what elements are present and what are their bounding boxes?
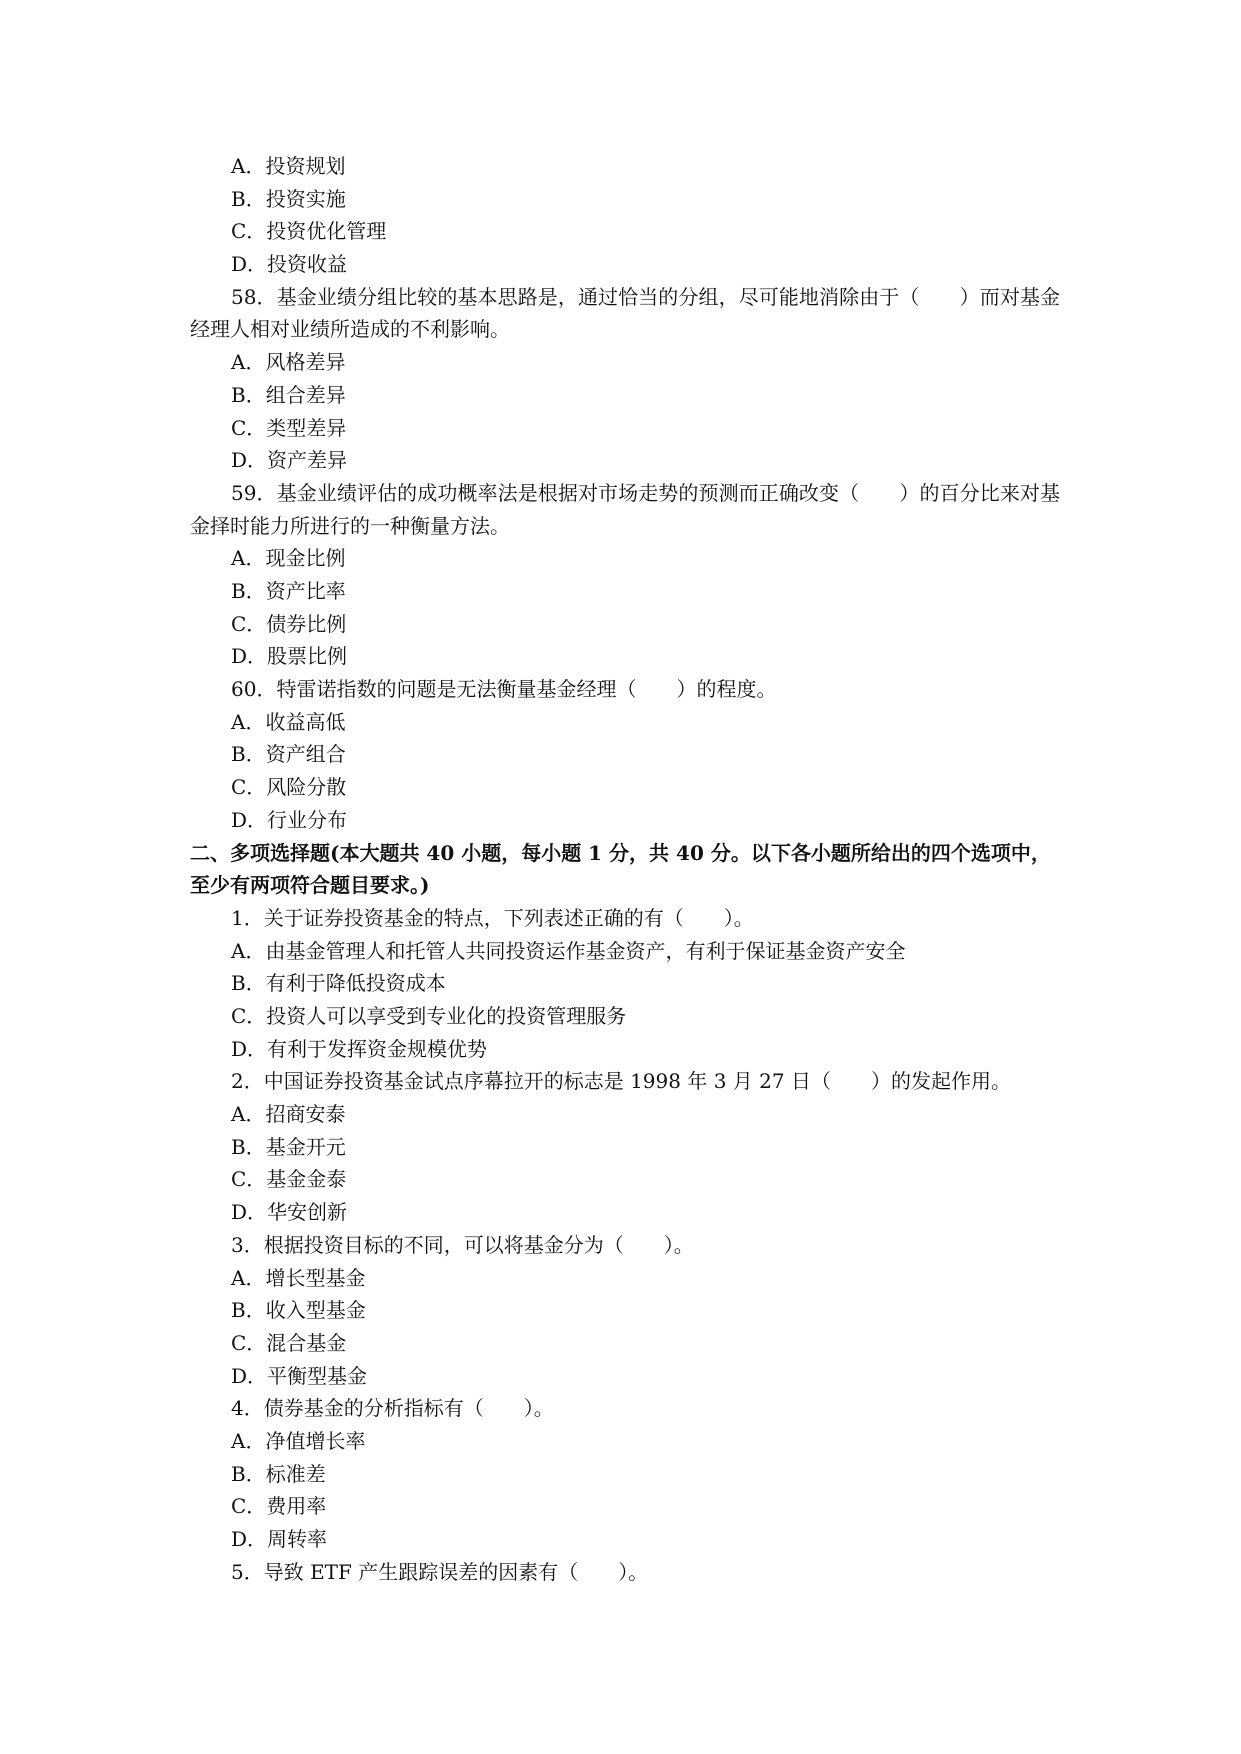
option-line: A．招商安泰 <box>231 1102 346 1127</box>
option-line: B．基金开元 <box>231 1134 346 1159</box>
option-line: D．资产差异 <box>231 448 348 473</box>
option-line: C．基金金泰 <box>231 1167 347 1192</box>
option-line: C．投资优化管理 <box>231 219 387 244</box>
option-line: D．平衡型基金 <box>231 1363 368 1388</box>
option-line: D．股票比例 <box>231 644 348 669</box>
question-stem-1: 1．关于证券投资基金的特点，下列表述正确的有（ ）。 <box>231 905 754 930</box>
option-line: B．投资实施 <box>231 186 346 211</box>
option-line: C．风险分散 <box>231 775 347 800</box>
option-line: D．有利于发挥资金规模优势 <box>231 1036 488 1061</box>
option-line: D．周转率 <box>231 1527 328 1552</box>
option-line: B．资产比率 <box>231 579 346 603</box>
document-page <box>190 150 1060 1588</box>
option-line: A．现金比例 <box>231 546 346 571</box>
question-stem-2: 2．中国证券投资基金试点序幕拉开的标志是 1998 年 3 月 27 日（ ）的发起作用。 <box>231 1069 1011 1094</box>
option-line: A．由基金管理人和托管人共同投资运作基金资产，有利于保证基金资产安全 <box>231 938 906 963</box>
option-line: B．有利于降低投资成本 <box>231 971 446 996</box>
option-line: B．标准差 <box>231 1461 326 1486</box>
question-stem-3: 3．根据投资目标的不同，可以将基金分为（ ）。 <box>231 1232 694 1257</box>
option-line: C．费用率 <box>231 1494 327 1519</box>
option-line: C．类型差异 <box>231 415 347 440</box>
option-line: D．华安创新 <box>231 1200 348 1225</box>
option-line: B．收入型基金 <box>231 1298 366 1323</box>
option-line: D．投资收益 <box>231 252 348 277</box>
option-line: B．资产组合 <box>231 742 346 767</box>
question-stem-5: 5．导致 ETF 产生跟踪误差的因素有（ ）。 <box>231 1559 649 1584</box>
option-line: B．组合差异 <box>231 382 346 407</box>
section-title-multiple-choice: 二、多项选择题(本大题共 40 小题，每小题 1 分，共 40 分。以下各小题所给出的四个选项中，至少有两项符合题目要求。) <box>190 840 1051 898</box>
option-line: A．净值增长率 <box>231 1428 366 1453</box>
question-stem-58: 58．基金业绩分组比较的基本思路是，通过恰当的分组，尽可能地消除由于（ ）而对基金经理人相对业绩所造成的不利影响。 <box>190 284 1060 342</box>
option-line: C．债券比例 <box>231 611 347 636</box>
option-line: C．投资人可以享受到专业化的投资管理服务 <box>231 1004 627 1028</box>
option-line: C．混合基金 <box>231 1330 347 1355</box>
option-line: A．增长型基金 <box>231 1265 366 1290</box>
option-line: D．行业分布 <box>231 807 348 832</box>
option-line: A．投资规划 <box>231 154 346 178</box>
option-line: A．风格差异 <box>231 350 346 375</box>
question-stem-4: 4．债券基金的分析指标有（ ）。 <box>231 1396 554 1421</box>
question-stem-60: 60．特雷诺指数的问题是无法衡量基金经理（ ）的程度。 <box>231 677 777 702</box>
question-stem-59: 59．基金业绩评估的成功概率法是根据对市场走势的预测而正确改变（ ）的百分比来对基金择时能力所进行的一种衡量方法。 <box>190 480 1060 538</box>
option-line: A．收益高低 <box>231 709 346 734</box>
